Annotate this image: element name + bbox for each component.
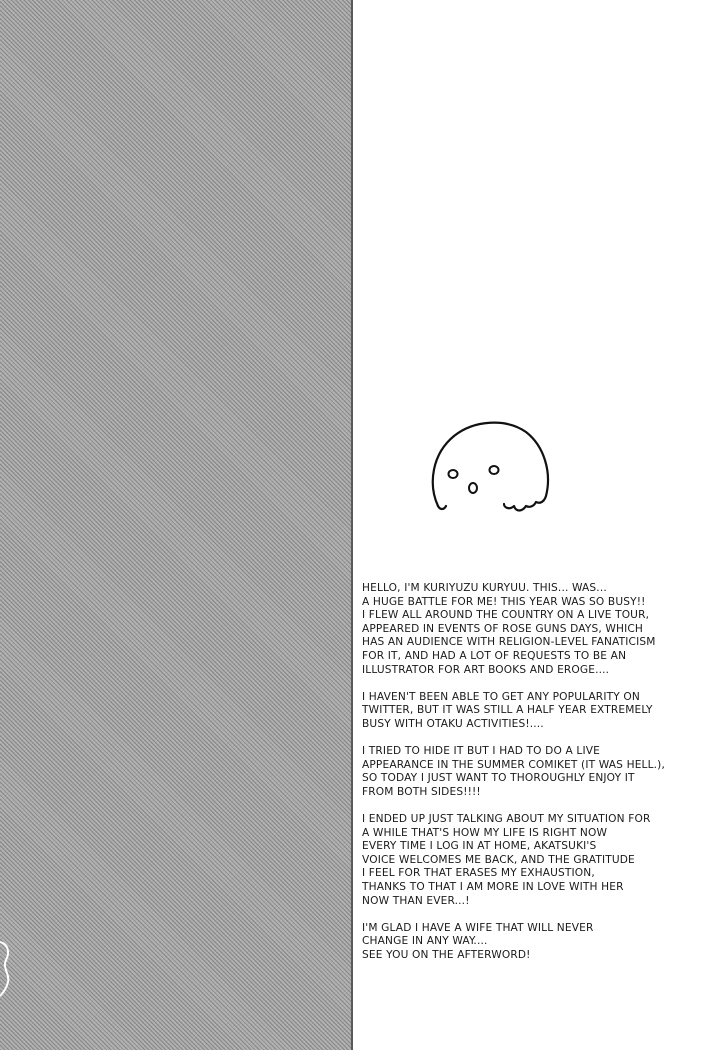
note-line: HELLO, I'M KURIYUZU KURYUU. THIS... WAS...	[362, 582, 607, 594]
author-note	[362, 582, 718, 963]
note-line: I FEEL FOR THAT ERASES MY EXHAUSTION,	[362, 867, 595, 880]
note-paragraph-4	[362, 813, 718, 908]
panel-border	[351, 0, 353, 1050]
note-paragraph-2	[362, 691, 718, 732]
note-line: CHANGE IN ANY WAY....	[362, 935, 488, 948]
note-line: BUSY WITH OTAKU ACTIVITIES!....	[362, 717, 544, 730]
note-line: TWITTER, BUT IT WAS STILL A HALF YEAR EXTREMELY	[362, 704, 653, 717]
note-line: ILLUSTRATOR FOR ART BOOKS AND EROGE....	[362, 663, 610, 676]
note-line: I ENDED UP JUST TALKING ABOUT MY SITUATION FOR	[362, 813, 651, 826]
note-line: EVERY TIME I LOG IN AT HOME, AKATSUKI'S	[362, 840, 597, 853]
note-line: SEE YOU ON THE AFTERWORD!	[362, 949, 531, 962]
note-line: I HAVEN'T BEEN ABLE TO GET ANY POPULARITY ON	[362, 690, 640, 703]
ghost-blob-mascot-icon	[426, 414, 556, 524]
note-paragraph-5	[362, 922, 718, 963]
note-line: THANKS TO THAT I AM MORE IN LOVE WITH HER	[362, 881, 624, 894]
note-line: I'M GLAD I HAVE A WIFE THAT WILL NEVER	[362, 921, 594, 934]
note-line: HAS AN AUDIENCE WITH RELIGION-LEVEL FANATICISM	[362, 636, 656, 649]
note-line: FROM BOTH SIDES!!!!	[362, 785, 481, 798]
note-line: I TRIED TO HIDE IT BUT I HAD TO DO A LIVE	[362, 745, 600, 758]
note-line: APPEARED IN EVENTS OF ROSE GUNS DAYS, WHICH	[362, 622, 644, 635]
note-line: SO TODAY I JUST WANT TO THOROUGHLY ENJOY IT	[362, 772, 635, 785]
corner-scribble-icon	[0, 938, 14, 998]
note-line: I FLEW ALL AROUND THE COUNTRY ON A LIVE TOUR,	[362, 609, 650, 622]
note-line: APPEARANCE IN THE SUMMER COMIKET (IT WAS HELL.),	[362, 758, 665, 771]
note-line: A WHILE THAT'S HOW MY LIFE IS RIGHT NOW	[362, 826, 608, 839]
note-line: NOW THAN EVER...!	[362, 894, 470, 907]
note-paragraph-3	[362, 745, 718, 799]
note-line: FOR IT, AND HAD A LOT OF REQUESTS TO BE AN	[362, 649, 627, 662]
note-paragraph-1	[362, 582, 718, 677]
note-line: VOICE WELCOMES ME BACK, AND THE GRATITUDE	[362, 853, 635, 866]
screentone-panel	[0, 0, 352, 1050]
note-line: A HUGE BATTLE FOR ME! THIS YEAR WAS SO BUSY!!	[362, 595, 646, 608]
